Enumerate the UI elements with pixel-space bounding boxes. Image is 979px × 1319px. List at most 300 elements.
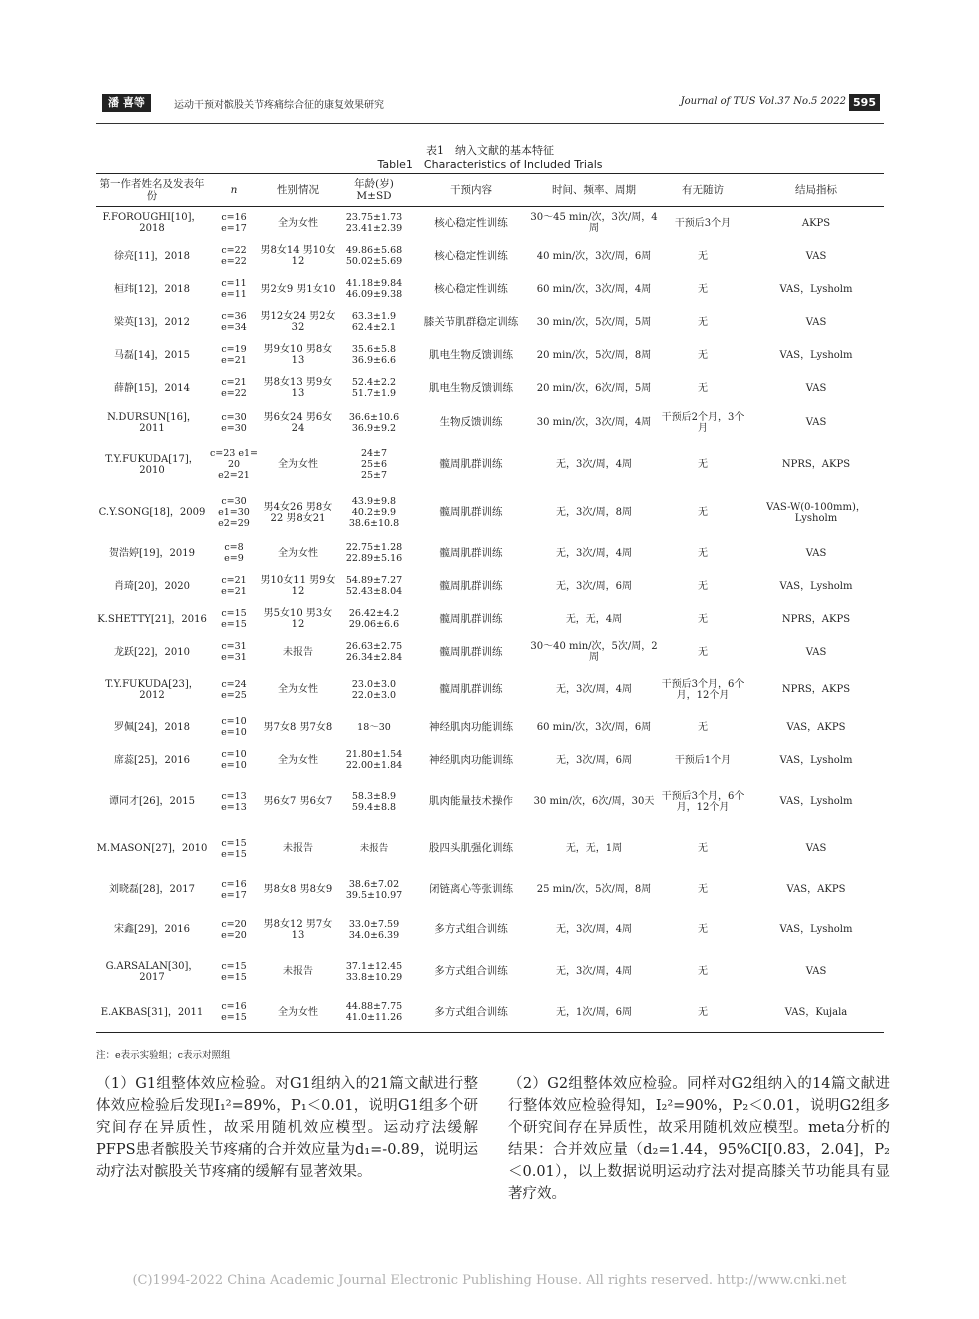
table-row <box>96 306 884 339</box>
cell-n-line: c=23 e1= <box>209 448 258 459</box>
cell-sex: 全为女性 <box>278 547 318 559</box>
cell-time: 无，3次/周，6周 <box>555 580 633 592</box>
cell-author: M.MASON[27]，2010 <box>96 843 208 854</box>
cell-outcome: VAS <box>805 316 827 328</box>
cell-author: N.DURSUN[16]，2011 <box>107 411 197 434</box>
cell-sex: 未报告 <box>283 843 313 854</box>
col-age: 年龄(岁) M±SD <box>336 174 412 207</box>
table-row <box>96 603 884 636</box>
cell-sex: 男4女26 男8女22 男8女21 <box>263 501 333 524</box>
cell-time: 20 min/次，6次/周，5周 <box>536 382 652 394</box>
cell-sex: 男5女10 男3女12 <box>263 608 333 630</box>
cell-time: 无，3次/周，4周 <box>555 684 633 695</box>
cell-time: 30 min/次，5次/周，5周 <box>536 316 652 328</box>
cell-intervention: 膝关节肌群稳定训练 <box>423 315 519 328</box>
cell-n-line: e=9 <box>224 553 244 564</box>
cell-outcome: VAS，AKPS <box>786 721 846 733</box>
cell-followup: 无 <box>698 316 708 328</box>
cell-intervention: 髋周肌群训练 <box>439 506 503 518</box>
cell-age <box>336 909 412 951</box>
cell-intervention: 神经肌肉功能训练 <box>429 720 513 733</box>
table-row <box>96 570 884 603</box>
cell-sex: 男2女9 男1女10 <box>260 283 336 295</box>
col-followup: 有无随访 <box>658 174 748 207</box>
cell-n-line: e=15 <box>221 971 247 983</box>
cell-n-line: c=36 <box>221 311 247 322</box>
cell-n-line: e=22 <box>221 388 247 399</box>
cell-age <box>336 570 412 603</box>
cell-outcome: VAS，AKPS <box>786 884 846 895</box>
cell-age-line: 23.75±1.73 <box>345 212 403 224</box>
cell-age-line: 50.02±5.69 <box>345 256 403 267</box>
cell-outcome: VAS，Lysholm <box>779 924 853 935</box>
col-author: 第一作者姓名及发表年份 <box>96 174 208 207</box>
cell-age <box>336 240 412 273</box>
cell-intervention: 髋周肌群训练 <box>439 579 503 592</box>
cell-age-line: 25±7 <box>360 470 388 481</box>
body-paragraph-g1: （1）G1组整体效应检验。对G1组纳入的21篇文献进行整体效应检验后发现I₁²=89%，P₁＜0.01，说明G1组多个研究间存在异质性，故采用随机效应模型。运动疗法缓解PFPS患者髌股关节疼痛的合并效应量为d₁=-0.89，说明运动疗法对髌股关节疼痛的缓解有显著效果。 <box>96 1076 478 1180</box>
cell-outcome: VAS <box>805 547 827 559</box>
cell-outcome: VAS <box>805 646 827 658</box>
cell-intervention: 肌电生物反馈训练 <box>429 381 513 394</box>
cell-n-line: e=15 <box>221 619 247 630</box>
cell-age-line: 49.86±5.68 <box>345 245 403 256</box>
cell-followup: 无 <box>698 382 708 394</box>
cell-time: 无，无，4周 <box>565 613 623 625</box>
header-authors: 潘 喜等 <box>102 94 151 112</box>
cell-intervention: 核心稳定性训练 <box>434 216 508 229</box>
cell-n-line: c=13 <box>221 790 247 802</box>
cell-outcome: VAS <box>805 843 827 854</box>
cell-author: K.SHETTY[21]，2016 <box>97 613 207 625</box>
cell-n-line: c=19 <box>221 344 247 355</box>
cell-time: 无，3次/周，4周 <box>555 459 633 470</box>
cell-n-line: c=8 <box>224 542 244 553</box>
cell-n-line: e=10 <box>221 760 247 771</box>
cell-age-line: 35.6±5.8 <box>351 344 397 355</box>
cell-n-line: e=15 <box>221 848 247 860</box>
cell-time: 无，1次/周，6周 <box>530 993 658 1033</box>
cell-age-line: 54.89±7.27 <box>345 575 403 586</box>
cell-outcome: VAS，Lysholm <box>779 580 853 592</box>
cell-intervention: 闭链离心等张训练 <box>429 883 513 895</box>
cell-followup: 无 <box>698 613 708 625</box>
cell-outcome: VAS <box>805 417 827 428</box>
header-rule <box>96 123 884 124</box>
cell-outcome: VAS，Lysholm <box>779 283 853 295</box>
cell-time: 60 min/次，3次/周，4周 <box>536 283 652 295</box>
table-row <box>96 240 884 273</box>
table-caption-cn: 表1 纳入文献的基本特征 <box>426 144 554 157</box>
cell-outcome: VAS <box>805 966 827 977</box>
cell-n-line: e=30 <box>221 422 247 434</box>
cell-age <box>336 489 412 537</box>
table-row <box>96 669 884 711</box>
cell-age-line: 37.1±12.45 <box>345 960 403 972</box>
cell-n <box>208 273 260 306</box>
cell-n <box>208 372 260 405</box>
cell-n-line: e=10 <box>221 727 247 738</box>
cell-intervention: 肌肉能量技术操作 <box>429 795 513 807</box>
cell-intervention: 核心稳定性训练 <box>434 249 508 262</box>
cell-followup: 无 <box>698 283 708 295</box>
cell-intervention: 核心稳定性训练 <box>434 282 508 295</box>
cell-n-line: c=30 <box>221 411 247 423</box>
cell-author: 罗佩[24]，2018 <box>114 721 190 733</box>
cell-age <box>336 273 412 306</box>
cell-sex: 男8女14 男10女12 <box>260 245 336 267</box>
cell-time: 60 min/次，3次/周，6周 <box>536 721 652 733</box>
cell-n <box>208 207 260 240</box>
cell-author: 贺浩婷[19]，2019 <box>109 547 195 559</box>
cell-age-line: 22.0±3.0 <box>351 689 397 701</box>
cell-n <box>208 603 260 636</box>
table-row <box>96 827 884 871</box>
cell-age-line: 58.3±8.9 <box>351 790 397 802</box>
cell-followup: 无 <box>698 580 708 592</box>
cell-age <box>336 441 412 489</box>
col-time: 时间、频率、周期 <box>530 174 658 207</box>
cell-outcome: NPRS，AKPS <box>781 613 851 625</box>
cell-n <box>208 306 260 339</box>
cell-followup: 无 <box>698 507 708 518</box>
body-paragraph-g2: （2）G2组整体效应检验。同样对G2组纳入的14篇文献进行整体效应检验得知，I₂²=90%，P₂＜0.01，说明G2组多个研究间存在异质性，故采用随机效应模型。meta分析的结果：合并效应量（d₂=1.44，95%CI[0.83，2.04]，P₂＜0.01），以上数据说明运动疗法对提高膝关节功能具有显著疗效。 <box>508 1076 890 1202</box>
cell-author: 宋鑫[29]，2016 <box>114 924 190 935</box>
cell-followup: 干预后2个月，3个月 <box>661 411 745 434</box>
cell-outcome: VAS <box>805 250 827 262</box>
cell-n-line: c=30 <box>221 496 247 507</box>
cell-followup: 无 <box>698 924 708 935</box>
cell-age <box>336 636 412 669</box>
cell-age-line: 43.9±9.8 <box>351 496 397 507</box>
cell-n <box>208 405 260 441</box>
cell-sex: 男6女24 男6女24 <box>263 411 333 434</box>
copyright-footer: (C)1994-2022 China Academic Journal Electronic Publishing House. All rights reserved. http://www.cnki.net <box>132 1273 847 1288</box>
cell-n-line: c=31 <box>221 641 247 652</box>
cell-n <box>208 669 260 711</box>
cell-outcome: VAS，Lysholm <box>779 754 853 766</box>
cell-intervention: 髋周肌群训练 <box>439 458 503 470</box>
table-row <box>96 636 884 669</box>
cell-age-line: 25±6 <box>360 459 388 470</box>
cell-n <box>208 441 260 489</box>
cell-age-line: 38.6±7.02 <box>348 878 400 890</box>
cell-n-line: c=11 <box>221 278 247 289</box>
cell-sex: 男8女13 男9女13 <box>263 377 333 399</box>
cell-time: 30 min/次，3次/周，4周 <box>536 417 652 428</box>
cell-time: 40 min/次，3次/周，6周 <box>536 250 652 262</box>
page-number: 595 <box>849 94 880 111</box>
cell-intervention: 股四头肌强化训练 <box>429 842 513 854</box>
table-row <box>96 405 884 441</box>
cell-sex: 未报告 <box>283 646 313 658</box>
cell-n-line: c=15 <box>221 837 247 849</box>
cell-age <box>336 603 412 636</box>
cell-age-line: 26.63±2.75 <box>345 641 403 652</box>
cell-intervention: 髋周肌群训练 <box>439 546 503 559</box>
table-row <box>96 951 884 993</box>
cell-n <box>208 339 260 372</box>
cell-n <box>208 570 260 603</box>
cell-age-line: 41.18±9.84 <box>345 278 403 289</box>
cell-age-line: 33.0±7.59 <box>348 918 400 930</box>
cell-n-line: e=13 <box>221 801 247 813</box>
cell-n <box>208 951 260 993</box>
cell-n <box>208 871 260 909</box>
cell-n-line: c=16 <box>221 1001 247 1013</box>
cell-sex: 未报告 <box>283 966 313 977</box>
cell-sex: 男7女8 男7女8 <box>263 721 333 733</box>
cell-n-line: e1=30 <box>218 507 250 518</box>
cell-age-line: 40.2±9.9 <box>351 507 397 518</box>
cell-n-line: e=21 <box>221 355 247 366</box>
cell-followup: 干预后3个月，6个月，12个月 <box>661 678 745 701</box>
cell-followup: 无 <box>698 843 708 854</box>
cell-sex: 男8女12 男7女13 <box>263 918 333 941</box>
col-n: n <box>208 174 260 207</box>
cell-followup: 无 <box>698 966 708 977</box>
cell-intervention: 髋周肌群训练 <box>439 612 503 625</box>
cell-intervention: 髋周肌群训练 <box>439 683 503 695</box>
cell-n-line: e=15 <box>221 1012 247 1024</box>
cell-n-line: e=25 <box>221 689 247 701</box>
cell-author: 龙跃[22]，2010 <box>114 646 190 658</box>
cell-n-line: e2=21 <box>218 470 250 481</box>
cell-age-line: 36.9±6.6 <box>351 355 397 366</box>
cell-age <box>336 827 412 871</box>
cell-n-line: c=16 <box>221 878 247 890</box>
cell-followup: 无 <box>698 547 708 559</box>
cell-age-line: 52.4±2.2 <box>351 377 397 388</box>
cell-age-line: 63.3±1.9 <box>351 311 397 322</box>
cell-age-line: 52.43±8.04 <box>345 586 403 597</box>
cell-age <box>336 711 412 744</box>
cell-n <box>208 636 260 669</box>
cell-followup: 无 <box>698 349 708 361</box>
cell-n <box>208 240 260 273</box>
cell-author: 谭同才[26]，2015 <box>109 796 195 807</box>
cell-age-line: 62.4±2.1 <box>351 322 397 333</box>
cell-age-line: 34.0±6.39 <box>348 929 400 941</box>
col-sex: 性别情况 <box>260 174 336 207</box>
cell-n <box>208 489 260 537</box>
cell-age <box>336 951 412 993</box>
cell-age <box>336 537 412 570</box>
cell-followup: 干预后1个月 <box>674 754 732 766</box>
cell-n-line: c=20 <box>221 918 247 930</box>
cell-time: 无，3次/周，6周 <box>555 754 633 766</box>
cell-sex: 全为女性 <box>278 684 318 695</box>
cell-intervention: 生物反馈训练 <box>439 416 503 428</box>
cell-age <box>336 993 412 1033</box>
cell-age <box>336 744 412 777</box>
cell-author: 肖琦[20]，2020 <box>114 580 190 592</box>
cell-n <box>208 744 260 777</box>
cell-sex: 男10女11 男9女12 <box>260 575 336 597</box>
cell-n <box>208 827 260 871</box>
cell-author: C.Y.SONG[18]，2009 <box>98 507 206 518</box>
cell-author: 桓玮[12]，2018 <box>114 283 190 295</box>
cell-author: 徐亮[11]，2018 <box>114 250 190 262</box>
table-row <box>96 537 884 570</box>
cell-intervention: 多方式组合训练 <box>412 993 530 1033</box>
table-note: 注：e表示实验组；c表示对照组 <box>96 1050 231 1061</box>
table-row <box>96 489 884 537</box>
cell-n-line: e=22 <box>221 256 247 267</box>
cell-sex: 男8女8 男8女9 <box>263 884 333 895</box>
table-row <box>96 993 884 1033</box>
cell-n-line: e=34 <box>221 322 247 333</box>
cell-age-line: 24±7 <box>360 448 388 459</box>
cell-n-line: e2=29 <box>218 518 250 529</box>
cell-n-line: c=15 <box>221 960 247 972</box>
cell-time: 30～45 min/次，3次/周，4周 <box>530 212 658 235</box>
cell-outcome: VAS <box>805 382 827 394</box>
cell-n-line: c=16 <box>221 212 247 224</box>
cell-followup: 无 <box>698 459 708 470</box>
table-row <box>96 273 884 306</box>
cell-age-line: 22.00±1.84 <box>345 760 403 771</box>
cell-age-line: 18～30 <box>357 721 391 733</box>
cell-age-line: 29.06±6.6 <box>348 619 400 630</box>
cell-author: 梁英[13]，2012 <box>114 316 190 328</box>
cell-outcome: VAS，Kujala <box>748 993 884 1033</box>
cell-n-line: e=17 <box>221 889 247 901</box>
cell-author: F.FOROUGHI[10]，2018 <box>102 212 202 235</box>
cell-time: 25 min/次，5次/周，8周 <box>536 884 652 895</box>
header-journal: Journal of TUS Vol.37 No.5 2022 <box>680 96 846 107</box>
table-row <box>96 339 884 372</box>
cell-n-line: e=17 <box>221 223 247 235</box>
table-row <box>96 909 884 951</box>
cell-intervention: 神经肌肉功能训练 <box>429 753 513 766</box>
cell-followup: 无 <box>698 721 708 733</box>
cell-age-line: 59.4±8.8 <box>351 801 397 813</box>
cell-age-line: 46.09±9.38 <box>345 289 403 300</box>
cell-followup: 干预后3个月，6个月，12个月 <box>661 790 745 813</box>
cell-n-line: e=20 <box>221 929 247 941</box>
cell-age <box>336 777 412 827</box>
cell-outcome: VAS-W(0-100mm)，Lysholm <box>766 501 866 524</box>
cell-outcome: VAS，Lysholm <box>779 796 853 807</box>
cell-sex: 男9女10 男8女13 <box>263 344 333 366</box>
cell-author: 席蕊[25]，2016 <box>114 754 190 766</box>
cell-n-line: c=10 <box>221 749 247 760</box>
cell-sex: 全为女性 <box>278 217 318 229</box>
cell-age-line: 33.8±10.29 <box>345 971 403 983</box>
cell-age <box>336 669 412 711</box>
cell-n-line: e=11 <box>221 289 247 300</box>
header-running-title: 运动干预对髌股关节疼痛综合征的康复效果研究 <box>174 100 384 111</box>
cell-followup: 无 <box>698 884 708 895</box>
cell-author: 刘晓磊[28]，2017 <box>109 884 195 895</box>
included-trials-table <box>96 173 884 1033</box>
cell-n <box>208 993 260 1033</box>
cell-n <box>208 537 260 570</box>
cell-n-line: c=10 <box>221 716 247 727</box>
cell-author: T.Y.FUKUDA[17]，2010 <box>105 453 199 476</box>
cell-time: 无，无，1周 <box>565 843 623 854</box>
cell-followup: 干预后3个月 <box>674 217 732 229</box>
cell-age-line: 未报告 <box>359 843 389 854</box>
cell-outcome: NPRS，AKPS <box>781 684 851 695</box>
cell-age-line: 23.41±2.39 <box>345 223 403 235</box>
cell-age-line: 51.7±1.9 <box>351 388 397 399</box>
running-header <box>96 92 884 114</box>
cell-age-line: 44.88±7.75 <box>345 1001 403 1013</box>
cell-intervention: 髋周肌群训练 <box>439 645 503 658</box>
cell-followup: 无 <box>698 646 708 658</box>
cell-age <box>336 871 412 909</box>
cell-sex: 全为女性 <box>260 993 336 1033</box>
cell-n-line: c=22 <box>221 245 247 256</box>
cell-n-line: c=15 <box>221 608 247 619</box>
cell-author: T.Y.FUKUDA[23]，2012 <box>105 678 199 701</box>
cell-n-line: 20 <box>227 459 241 470</box>
cell-author: G.ARSALAN[30]，2017 <box>105 960 199 983</box>
cell-n-line: e=31 <box>221 652 247 663</box>
cell-age-line: 38.6±10.8 <box>348 518 400 529</box>
table-row <box>96 871 884 909</box>
cell-n <box>208 711 260 744</box>
cell-n-line: e=21 <box>221 586 247 597</box>
cell-age-line: 36.6±10.6 <box>348 411 400 423</box>
cell-age-line: 23.0±3.0 <box>351 678 397 690</box>
table-row <box>96 744 884 777</box>
table-header-row <box>96 174 884 207</box>
cell-author: 马磊[14]，2015 <box>114 349 190 361</box>
cell-n-line: c=21 <box>221 575 247 586</box>
table-row <box>96 777 884 827</box>
cell-age-line: 26.34±2.84 <box>345 652 403 663</box>
cell-followup: 无 <box>658 993 748 1033</box>
col-intervention: 干预内容 <box>412 174 530 207</box>
cell-author: 薛静[15]，2014 <box>114 382 190 394</box>
cell-age-line: 22.89±5.16 <box>345 553 403 564</box>
table-row <box>96 372 884 405</box>
cell-author: E.AKBAS[31]，2011 <box>96 993 208 1033</box>
cell-age-line: 21.80±1.54 <box>345 749 403 760</box>
cell-age-line: 22.75±1.28 <box>345 542 403 553</box>
cell-intervention: 多方式组合训练 <box>434 965 508 977</box>
cell-outcome: NPRS，AKPS <box>781 459 851 470</box>
cell-sex: 全为女性 <box>278 459 318 470</box>
col-outcome: 结局指标 <box>748 174 884 207</box>
cell-n <box>208 909 260 951</box>
cell-intervention: 多方式组合训练 <box>434 923 508 935</box>
cell-age-line: 26.42±4.2 <box>348 608 400 619</box>
table-row <box>96 711 884 744</box>
cell-outcome: AKPS <box>801 217 831 229</box>
table-row <box>96 207 884 240</box>
cell-time: 无，3次/周，4周 <box>555 924 633 935</box>
cell-time: 20 min/次，5次/周，8周 <box>536 349 652 361</box>
cell-time: 无，3次/周，4周 <box>555 547 633 559</box>
cell-age-line: 36.9±9.2 <box>351 422 397 434</box>
cell-age-line: 39.5±10.97 <box>345 889 403 901</box>
cell-n-line: c=21 <box>221 377 247 388</box>
cell-time: 无，3次/周，4周 <box>555 966 633 977</box>
cell-age-line: 41.0±11.26 <box>345 1012 403 1024</box>
cell-sex: 全为女性 <box>278 754 318 766</box>
cell-sex: 男6女7 男6女7 <box>263 796 333 807</box>
cell-followup: 无 <box>698 250 708 262</box>
cell-age <box>336 306 412 339</box>
cell-age <box>336 207 412 240</box>
cell-time: 30～40 min/次，5次/周，2周 <box>530 641 658 663</box>
cell-outcome: VAS，Lysholm <box>779 349 853 361</box>
cell-n <box>208 777 260 827</box>
